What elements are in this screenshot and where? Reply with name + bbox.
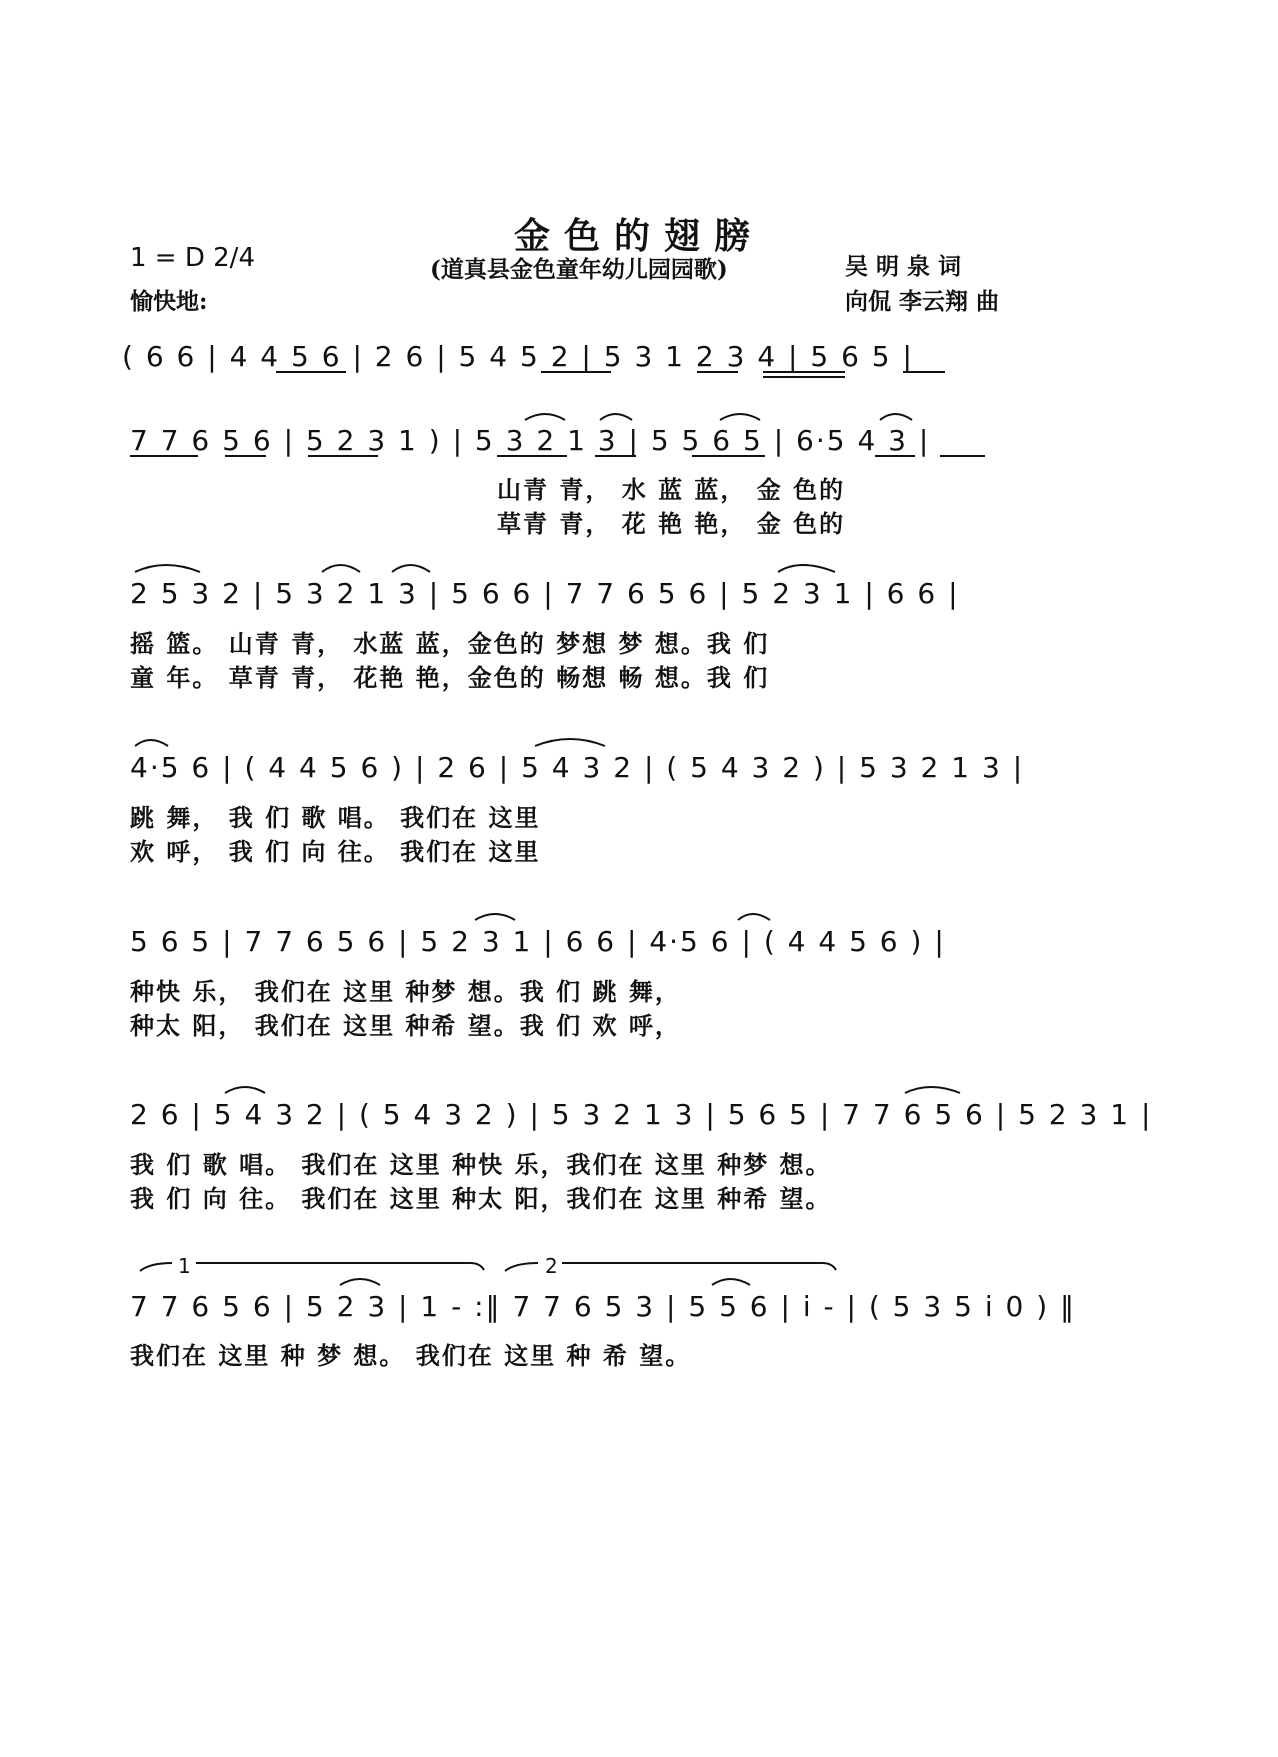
lyric-line-6-verse-2: 我 们 向 往。 我们在 这里 种太 阳，我们在 这里 种希 望。 bbox=[130, 1184, 832, 1213]
lyric-line-2-verse-1: 山青 青， 水 蓝 蓝， 金 色的 bbox=[497, 475, 846, 504]
volta-1-bracket bbox=[140, 1263, 484, 1271]
notation-line-5: 5 6 5 | 7 7 6 5 6 | 5 2 3 1 | 6 6 | 4·5 6 | ( 4 4 5 6 ) | bbox=[130, 925, 946, 958]
lyric-line-4-verse-1: 跳 舞， 我 们 歌 唱。 我们在 这里 bbox=[130, 803, 541, 832]
song-subtitle: (道真县金色童年幼儿园园歌) bbox=[430, 256, 728, 283]
key-signature: 1 = D 2/4 bbox=[130, 243, 255, 273]
lyric-line-2-verse-2: 草青 青， 花 艳 艳， 金 色的 bbox=[497, 509, 846, 538]
notation-line-6: 2 6 | 5 4 3 2 | ( 5 4 3 2 ) | 5 3 2 1 3 | 5 6 5 | 7 7 6 5 6 | 5 2 3 1 | bbox=[130, 1098, 1153, 1131]
notation-line-4: 4·5 6 | ( 4 4 5 6 ) | 2 6 | 5 4 3 2 | ( 5 4 3 2 ) | 5 3 2 1 3 | bbox=[130, 751, 1025, 784]
lyric-line-3-verse-1: 摇 篮。 山青 青， 水蓝 蓝，金色的 梦想 梦 想。我 们 bbox=[130, 629, 770, 658]
volta-1-label: 1 bbox=[178, 1254, 191, 1278]
volta-2-label: 2 bbox=[545, 1254, 558, 1278]
composer-credit: 向侃 李云翔 曲 bbox=[845, 288, 1000, 315]
lyric-line-5-verse-2: 种太 阳， 我们在 这里 种希 望。我 们 欢 呼， bbox=[130, 1011, 681, 1040]
lyric-line-7-verse-1: 我们在 这里 种 梦 想。 我们在 这里 种 希 望。 bbox=[130, 1341, 692, 1370]
lyricist-credit: 吴 明 泉 词 bbox=[845, 253, 962, 280]
lyric-line-4-verse-2: 欢 呼， 我 们 向 往。 我们在 这里 bbox=[130, 837, 541, 866]
tempo-marking: 愉快地: bbox=[130, 288, 208, 315]
lyric-line-3-verse-2: 童 年。 草青 青， 花艳 艳，金色的 畅想 畅 想。我 们 bbox=[130, 663, 770, 692]
notation-line-7: 7 7 6 5 6 | 5 2 3 | 1 - :‖ 7 7 6 5 3 | 5 5 6 | i - | ( 5 3 5 i 0 ) ‖ bbox=[130, 1290, 1077, 1323]
lyric-line-6-verse-1: 我 们 歌 唱。 我们在 这里 种快 乐，我们在 这里 种梦 想。 bbox=[130, 1150, 832, 1179]
song-title: 金色的翅膀 bbox=[513, 215, 764, 257]
notation-line-1: ( 6 6 | 4 4 5 6 | 2 6 | 5 4 5 2 | 5 3 1 2 3 4 | 5 6 5 | bbox=[122, 340, 914, 373]
notation-line-2: 7 7 6 5 6 | 5 2 3 1 ) | 5 3 2 1 3 | 5 5 6 5 | 6·5 4 3 | bbox=[130, 424, 931, 457]
lyric-line-5-verse-1: 种快 乐， 我们在 这里 种梦 想。我 们 跳 舞， bbox=[130, 977, 681, 1006]
notation-line-3: 2 5 3 2 | 5 3 2 1 3 | 5 6 6 | 7 7 6 5 6 | 5 2 3 1 | 6 6 | bbox=[130, 577, 960, 610]
